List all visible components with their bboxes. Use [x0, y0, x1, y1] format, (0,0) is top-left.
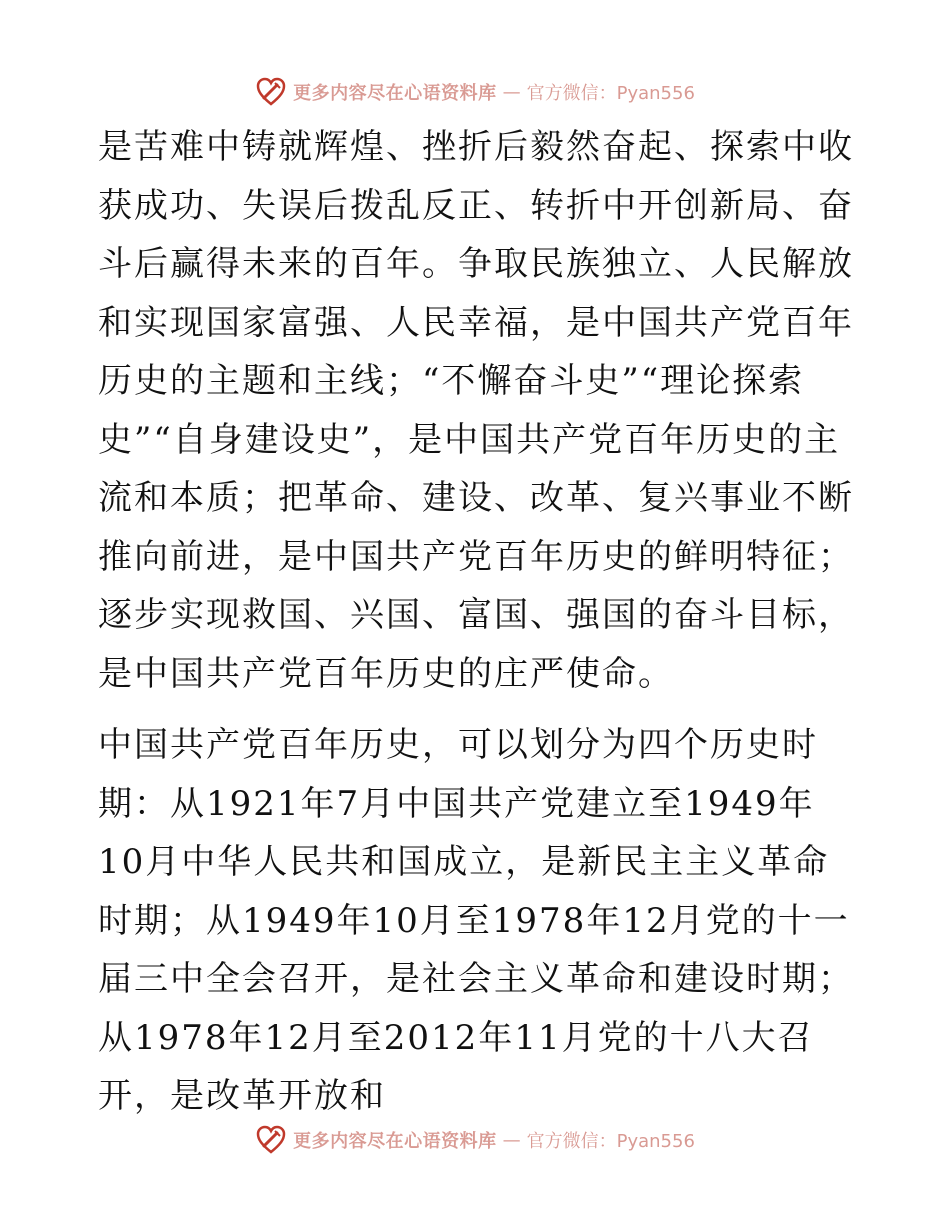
paragraph-2: 中国共产党百年历史，可以划分为四个历史时期：从1921年7月中国共产党建立至1949年10月中华人民共和国成立，是新民主主义革命时期；从1949年10月至1978年12月党的十一届三中全会召开，是社会主义革命和建设时期；从1978年12月至2012年11月党的十八大召开，是改革开放和: [98, 725, 854, 1116]
heart-pen-logo-icon: [255, 1124, 287, 1156]
footer-banner: [0, 1120, 950, 1160]
header-banner: [0, 72, 950, 112]
banner-site-text: 更多内容尽在心语资料库: [293, 1131, 497, 1152]
document-body: [98, 118, 858, 1126]
banner-wechat-text: 官方微信：Pyan556: [526, 83, 695, 104]
banner-dash: —: [502, 81, 521, 103]
paragraph-1: 是苦难中铸就辉煌、挫折后毅然奋起、探索中收获成功、失误后拨乱反正、转折中开创新局、奋斗后赢得未来的百年。争取民族独立、人民解放和实现国家富强、人民幸福，是中国共产党百年历史的主题和主线；“不懈奋斗史”“理论探索史”“自身建设史”，是中国共产党百年历史的主流和本质；把革命、建设、改革、复兴事业不断推向前进，是中国共产党百年历史的鲜明特征；逐步实现救国、兴国、富国、强国的奋斗目标，是中国共产党百年历史的庄严使命。: [98, 127, 854, 694]
banner-site-text: 更多内容尽在心语资料库: [293, 83, 497, 104]
heart-pen-logo-icon: [255, 76, 287, 108]
banner-wechat-text: 官方微信：Pyan556: [526, 1131, 695, 1152]
banner-dash: —: [502, 1129, 521, 1151]
